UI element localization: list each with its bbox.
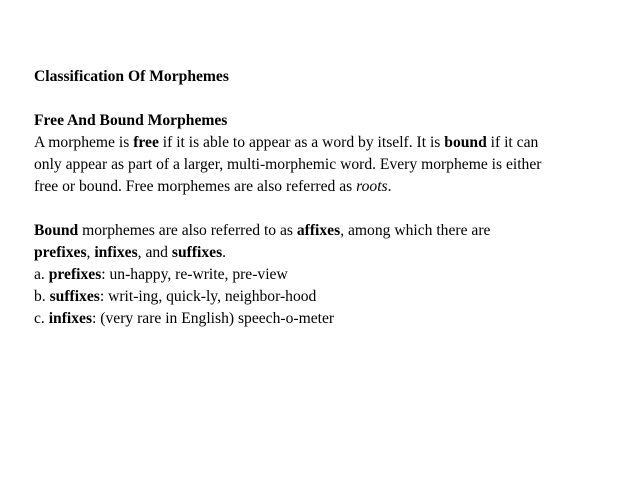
- text-span: , among which there are: [340, 222, 491, 239]
- text-span: ,: [86, 244, 95, 261]
- spacer: [34, 88, 624, 110]
- text-span: morphemes are also referred to as: [78, 222, 297, 239]
- term-bound: bound: [444, 134, 487, 151]
- list-item: [34, 264, 624, 286]
- term-suffixes: suffixes: [171, 244, 223, 261]
- list-marker: b.: [34, 288, 50, 305]
- para1-line3: [34, 176, 624, 198]
- text-span: , and: [137, 244, 172, 261]
- title-text: Classification Of Morphemes: [34, 68, 229, 85]
- list-text: : un-happy, re-write, pre-view: [101, 266, 288, 283]
- list-text: : writ-ing, quick-ly, neighbor-hood: [99, 288, 317, 305]
- list-marker: c.: [34, 310, 49, 327]
- text-span: free or bound. Free morphemes are also referred as: [34, 178, 357, 195]
- para2-line1: [34, 220, 624, 242]
- para2-line2: [34, 242, 624, 264]
- text-span: .: [222, 244, 227, 261]
- list-text: : (very rare in English) speech-o-meter: [92, 310, 335, 327]
- text-span: only appear as part of a larger, multi-morphemic word. Every morpheme is either: [34, 156, 542, 173]
- text-span: if it can: [486, 134, 539, 151]
- term-roots: roots: [356, 178, 388, 195]
- list-item: [34, 308, 624, 330]
- list-term: infixes: [48, 310, 93, 327]
- slide-content: [34, 66, 624, 330]
- term-affixes: affixes: [296, 222, 341, 239]
- term-infixes: infixes: [94, 244, 138, 261]
- text-span: .: [387, 178, 392, 195]
- list-term: suffixes: [49, 288, 100, 305]
- section-heading-text: Free And Bound Morphemes: [34, 112, 228, 129]
- section-heading: [34, 110, 624, 132]
- list-item: [34, 286, 624, 308]
- spacer: [34, 198, 624, 220]
- term-bound: Bound: [34, 222, 79, 239]
- para1-line1: [34, 132, 624, 154]
- text-span: A morpheme is: [34, 134, 134, 151]
- list-term: prefixes: [48, 266, 102, 283]
- slide-title: [34, 66, 624, 88]
- term-prefixes: prefixes: [34, 244, 87, 261]
- text-span: if it is able to appear as a word by itself. It is: [158, 134, 445, 151]
- term-free: free: [133, 134, 159, 151]
- para1-line2: [34, 154, 624, 176]
- list-marker: a.: [34, 266, 49, 283]
